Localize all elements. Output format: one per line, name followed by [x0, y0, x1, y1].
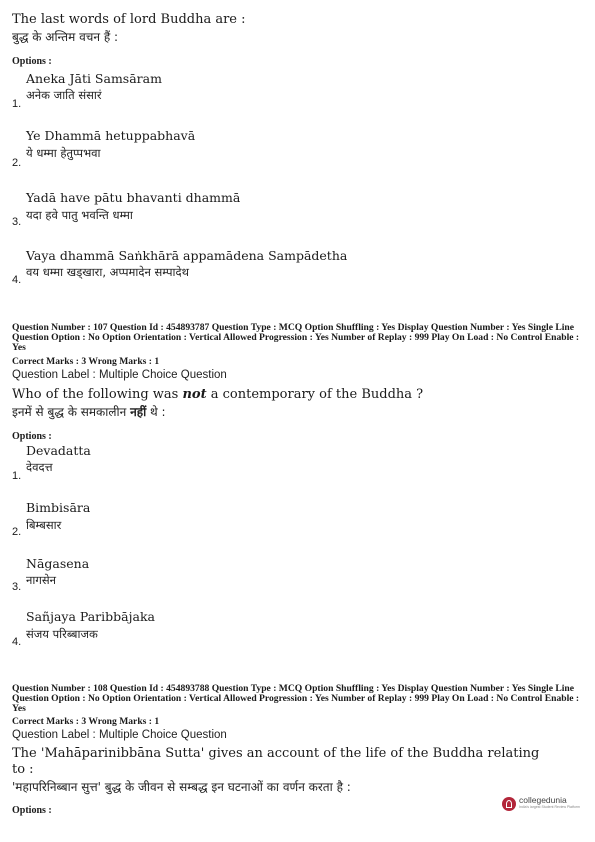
question-label: Question Label : Multiple Choice Question [12, 369, 227, 381]
option-3-number: 3. [12, 216, 22, 228]
option-3-number: 3. [12, 581, 22, 593]
question-text-hi: बुद्ध के अन्तिम वचन हैं : [12, 30, 119, 44]
question-emphasis: नहीं [130, 405, 147, 419]
option-3-en: Yadā have pātu bhavanti dhammā [26, 190, 241, 205]
question-text-part: Who of the following was [12, 387, 183, 402]
question-emphasis: not [182, 387, 207, 402]
option-3-en: Nāgasena [26, 556, 90, 571]
options-heading: Options : [12, 805, 52, 816]
option-1-hi: देवदत्त [26, 460, 53, 474]
option-3-hi: यदा हवे पातु भवन्ति धम्मा [26, 208, 133, 222]
question-meta: Question Number : 107 Question Id : 454893787 Question Type : MCQ Option Shuffling : Yes Display Question Number : Yes Single Line Question Option : No Option Orientation : Vertical Allowed Progression : Yes Number of Replay : 999 Play On Load : No Control Enable : Yes [12, 322, 580, 353]
option-4-hi: वय धम्मा खड्खारा, अप्पमादेन सम्पादेथ [26, 265, 189, 279]
option-4-number: 4. [12, 636, 22, 648]
option-1-en: Devadatta [26, 443, 91, 458]
option-1-number: 1. [12, 470, 22, 482]
question-meta: Question Number : 108 Question Id : 454893788 Question Type : MCQ Option Shuffling : Yes Display Question Number : Yes Single Line Question Option : No Option Orientation : Vertical Allowed Progression : Yes Number of Replay : 999 Play On Load : No Control Enable : Yes [12, 683, 580, 714]
option-4-number: 4. [12, 274, 22, 286]
question-text-part: थे : [146, 405, 166, 419]
question-text-en: The 'Mahāparinibbāna Sutta' gives an account of the life of the Buddha relating [12, 746, 540, 761]
graduation-cap-icon [502, 797, 516, 811]
collegedunia-logo [502, 795, 580, 811]
option-1-en: Aneka Jāti Samsāram [26, 71, 162, 86]
option-2-hi: ये धम्मा हेतुप्पभवा [26, 146, 101, 160]
options-heading: Options : [12, 56, 52, 67]
logo-tagline: India's largest Student Review Platform [519, 805, 580, 809]
option-2-hi: बिम्बसार [26, 518, 62, 532]
question-marks: Correct Marks : 3 Wrong Marks : 1 [12, 356, 160, 367]
question-label: Question Label : Multiple Choice Question [12, 729, 227, 741]
question-marks: Correct Marks : 3 Wrong Marks : 1 [12, 716, 160, 727]
options-heading: Options : [12, 431, 52, 442]
option-2-number: 2. [12, 157, 22, 169]
question-text-hi: 'महापरिनिब्बान सुत्त' बुद्ध के जीवन से सम्बद्ध इन घटनाओं का वर्णन करता है : [12, 780, 351, 794]
option-4-hi: संजय परिब्बाजक [26, 627, 98, 641]
question-text-part: a contemporary of the Buddha ? [206, 387, 424, 402]
option-4-en: Sañjaya Paribbājaka [26, 609, 155, 624]
question-text-en-line2: to : [12, 762, 34, 777]
logo-brand: collegedunia [519, 795, 567, 805]
logo-wordmark [519, 795, 580, 809]
option-2-en: Bimbisāra [26, 500, 91, 515]
question-text-en [12, 387, 423, 403]
option-4-en: Vaya dhammā Saṅkhārā appamādena Sampādetha [26, 248, 348, 263]
option-2-number: 2. [12, 526, 22, 538]
question-text-en: The last words of lord Buddha are : [12, 12, 246, 27]
option-1-hi: अनेक जाति संसारं [26, 88, 102, 102]
option-1-number: 1. [12, 98, 22, 110]
question-text-part: इनमें से बुद्ध के समकालीन [12, 405, 131, 419]
option-3-hi: नागसेन [26, 573, 56, 587]
option-2-en: Ye Dhammā hetuppabhavā [26, 128, 196, 143]
question-text-hi [12, 405, 166, 420]
